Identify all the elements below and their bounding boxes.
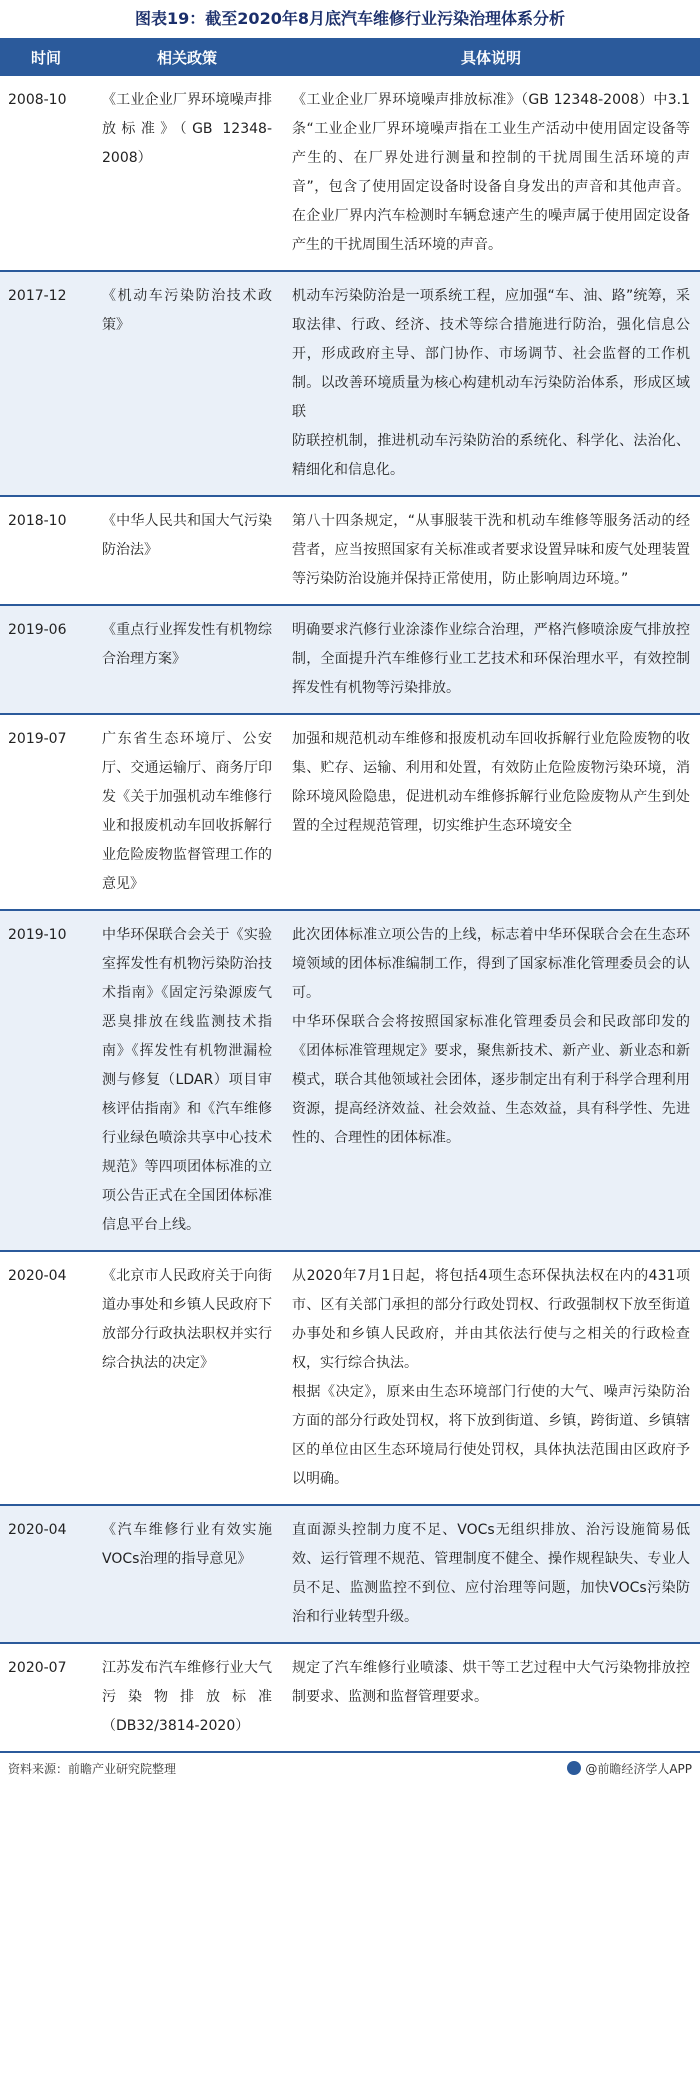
policy-paragraph: 《汽车维修行业有效实施VOCs治理的指导意见》 <box>102 1522 272 1567</box>
row-date: 2008-10 <box>0 76 92 271</box>
table-row <box>0 714 700 910</box>
row-description <box>282 496 700 605</box>
row-date: 2020-04 <box>0 1251 92 1505</box>
source-note: 资料来源：前瞻产业研究院整理 <box>8 1761 177 1776</box>
policy-paragraph: 中华环保联合会关于《实验室挥发性有机物污染防治技术指南》《固定污染源废气恶臭排放在线监测技术指南》《挥发性有机物泄漏检测与修复（LDAR）项目审核评估指南》和《汽车维修行业绿色喷涂共享中心技术规范》等四项团体标准的立项公告正式在全国团体标准信息平台上线。 <box>102 927 272 1233</box>
row-date: 2020-07 <box>0 1643 92 1752</box>
row-date: 2019-06 <box>0 605 92 714</box>
footer <box>0 1753 700 1783</box>
row-policy <box>92 910 282 1251</box>
brand <box>567 1760 692 1777</box>
row-policy <box>92 1251 282 1505</box>
table-row <box>0 496 700 605</box>
table-row <box>0 910 700 1251</box>
row-policy <box>92 1505 282 1643</box>
description-paragraph: 直面源头控制力度不足、VOCs无组织排放、治污设施简易低效、运行管理不规范、管理制度不健全、操作规程缺失、专业人员不足、监测监控不到位、应付治理等问题，加快VOCs污染防治和行业转型升级。 <box>292 1522 690 1625</box>
row-date: 2017-12 <box>0 271 92 496</box>
table-row <box>0 271 700 496</box>
row-policy <box>92 496 282 605</box>
row-policy <box>92 271 282 496</box>
row-description <box>282 605 700 714</box>
description-paragraph: 加强和规范机动车维修和报废机动车回收拆解行业危险废物的收集、贮存、运输、利用和处置，有效防止危险废物污染环境，消除环境风险隐患，促进机动车维修拆解行业危险废物从产生到处置的全过程规范管理，切实维护生态环境安全 <box>292 731 690 834</box>
row-policy <box>92 605 282 714</box>
description-paragraph: 第八十四条规定，“从事服装干洗和机动车维修等服务活动的经营者，应当按照国家有关标准或者要求设置异味和废气处理装置等污染防治设施并保持正常使用，防止影响周边环境。” <box>292 513 690 587</box>
policy-paragraph: 《北京市人民政府关于向街道办事处和乡镇人民政府下放部分行政执法职权并实行综合执法的决定》 <box>102 1268 272 1371</box>
row-date: 2019-07 <box>0 714 92 910</box>
row-description <box>282 76 700 271</box>
policy-paragraph: 《机动车污染防治技术政策》 <box>102 288 272 333</box>
row-description <box>282 1251 700 1505</box>
chart-title: 图表19：截至2020年8月底汽车维修行业污染治理体系分析 <box>135 9 565 28</box>
row-policy <box>92 1643 282 1752</box>
brand-label: @前瞻经济学人APP <box>585 1761 692 1776</box>
policy-paragraph: 江苏发布汽车维修行业大气污染物排放标准（DB32/3814-2020） <box>102 1660 272 1734</box>
row-policy <box>92 76 282 271</box>
description-paragraph: 根据《决定》，原来由生态环境部门行使的大气、噪声污染防治方面的部分行政处罚权，将下放到街道、乡镇，跨街道、乡镇辖区的单位由区生态环境局行使处罚权，具体执法范围由区政府予以明确。 <box>292 1384 690 1487</box>
row-description <box>282 1643 700 1752</box>
row-description <box>282 910 700 1251</box>
policy-paragraph: 广东省生态环境厅、公安厅、交通运输厅、商务厅印发《关于加强机动车维修行业和报废机动车回收拆解行业危险废物监督管理工作的意见》 <box>102 731 272 892</box>
row-policy <box>92 714 282 910</box>
policy-table <box>0 38 700 1753</box>
table-row <box>0 605 700 714</box>
description-paragraph: 此次团体标准立项公告的上线，标志着中华环保联合会在生态环境领域的团体标准编制工作，得到了国家标准化管理委员会的认可。 <box>292 927 690 1001</box>
policy-paragraph: 《中华人民共和国大气污染防治法》 <box>102 513 272 558</box>
table-row <box>0 1251 700 1505</box>
row-description <box>282 271 700 496</box>
row-description <box>282 714 700 910</box>
table-header-row <box>0 38 700 76</box>
description-paragraph: 从2020年7月1日起，将包括4项生态环保执法权在内的431项市、区有关部门承担的部分行政处罚权、行政强制权下放至街道办事处和乡镇人民政府，并由其依法行使与之相关的行政检查权，实行综合执法。 <box>292 1268 690 1371</box>
column-header-description: 具体说明 <box>282 38 700 76</box>
description-paragraph: 防联控机制，推进机动车污染防治的系统化、科学化、法治化、精细化和信息化。 <box>292 433 690 478</box>
row-date: 2020-04 <box>0 1505 92 1643</box>
policy-paragraph: 《工业企业厂界环境噪声排放标准》（GB 12348-2008） <box>102 92 272 166</box>
row-description <box>282 1505 700 1643</box>
policy-paragraph: 《重点行业挥发性有机物综合治理方案》 <box>102 622 272 667</box>
description-paragraph: 《工业企业厂界环境噪声排放标准》（GB 12348-2008）中3.1条“工业企业厂界环境噪声指在工业生产活动中使用固定设备等产生的、在厂界处进行测量和控制的干扰周围生活环境的声音”，包含了使用固定设备时设备自身发出的声音和其他声音。在企业厂界内汽车检测时车辆怠速产生的噪声属于使用固定设备产生的干扰周围生活环境的声音。 <box>292 92 690 253</box>
column-header-policy: 相关政策 <box>92 38 282 76</box>
table-row <box>0 1643 700 1752</box>
row-date: 2018-10 <box>0 496 92 605</box>
table-row <box>0 1505 700 1643</box>
column-header-time: 时间 <box>0 38 92 76</box>
qianzhan-logo-icon <box>567 1761 581 1775</box>
row-date: 2019-10 <box>0 910 92 1251</box>
description-paragraph: 机动车污染防治是一项系统工程，应加强“车、油、路”统筹，采取法律、行政、经济、技术等综合措施进行防治，强化信息公开，形成政府主导、部门协作、市场调节、社会监督的工作机制。以改善环境质量为核心构建机动车污染防治体系，形成区域联 <box>292 288 690 420</box>
table-row <box>0 76 700 271</box>
description-paragraph: 明确要求汽修行业涂漆作业综合治理，严格汽修喷涂废气排放控制，全面提升汽车维修行业工艺技术和环保治理水平，有效控制挥发性有机物等污染排放。 <box>292 622 690 696</box>
description-paragraph: 中华环保联合会将按照国家标准化管理委员会和民政部印发的《团体标准管理规定》要求，聚焦新技术、新产业、新业态和新模式，联合其他领域社会团体，逐步制定出有利于科学合理利用资源，提高经济效益、社会效益、生态效益，具有科学性、先进性的、合理性的团体标准。 <box>292 1014 690 1146</box>
description-paragraph: 规定了汽车维修行业喷漆、烘干等工艺过程中大气污染物排放控制要求、监测和监督管理要求。 <box>292 1660 690 1705</box>
